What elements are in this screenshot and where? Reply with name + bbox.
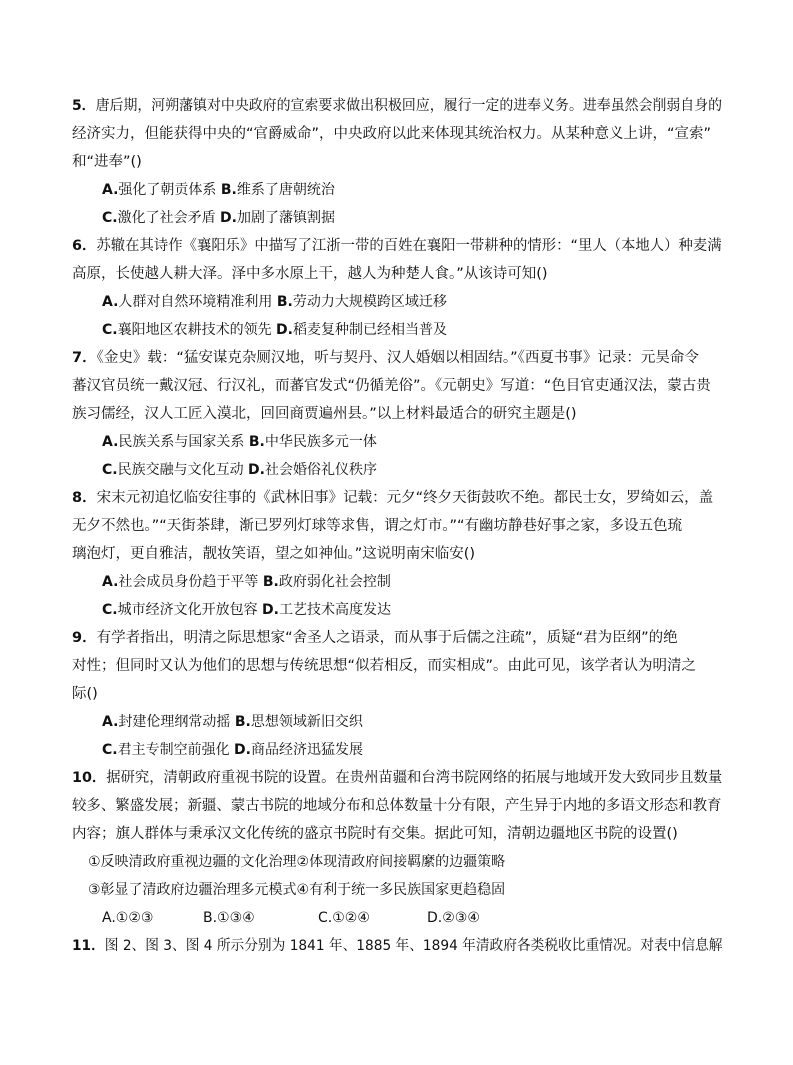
q8-line-2: 无夕不然也。”“天街茶肆，渐已罗列灯球等求售，谓之灯市。”“有幽坊静巷好事之家，多设五色琉	[72, 518, 683, 534]
q7-line-3: 族习儒经，汉人工匠入漠北，回回商贾遍州县。”以上材料最适合的研究主题是()	[72, 406, 577, 422]
q5-options-cd: C.激化了社会矛盾 D.加剧了藩镇割据	[102, 210, 335, 226]
q11-line-1: 11．图 2、图 3、图 4 所示分别为 1841 年、1885 年、1894 年清政府各类税收比重情况。对表中信息解	[72, 938, 723, 954]
q8-options-cd: C.城市经济文化开放包容 D.工艺技术高度发达	[102, 602, 391, 618]
q10-choice-c: C.①②④	[318, 910, 370, 926]
q5-line-1: 5．唐后期，河朔藩镇对中央政府的宣索要求做出积极回应，履行一定的进奉义务。进奉虽然会削弱自身的	[72, 98, 723, 114]
q6-number: 6．	[72, 238, 97, 254]
q6-line-1: 6．苏辙在其诗作《襄阳乐》中描写了江浙一带的百姓在襄阳一带耕种的情形：“里人（本地人）种麦满	[72, 238, 722, 254]
q7-options-ab: A.民族关系与国家关系 B.中华民族多元一体	[102, 434, 377, 450]
q7-number: 7．	[72, 350, 97, 366]
q5-line-2: 经济实力，但能获得中央的“官爵威命”，中央政府以此来体现其统治权力。从某种意义上讲，“宣索”	[72, 126, 712, 142]
q10-statements-2: ③彰显了清政府边疆治理多元模式④有利于统一多民族国家更趋稳固	[88, 882, 506, 898]
q7-options-cd: C.民族交融与文化互动 D.社会婚俗礼仪秩序	[102, 462, 377, 478]
q11-number: 11．	[72, 938, 105, 954]
q10-choice-a: A.①②③	[102, 910, 154, 926]
q5-options-ab: A.强化了朝贡体系 B.维系了唐朝统治	[102, 182, 335, 198]
q5-number: 5．	[72, 98, 96, 114]
q9-line-1: 9．有学者指出，明清之际思想家“舍圣人之语录，而从事于后儒之注疏”，质疑“君为臣纲”的绝	[72, 630, 678, 646]
q6-options-ab: A.人群对自然环境精准利用 B.劳动力大规模跨区域迁移	[102, 294, 447, 310]
q9-number: 9．	[72, 630, 97, 646]
q6-options-cd: C.襄阳地区农耕技术的领先 D.稻麦复种制已经相当普及	[102, 322, 447, 338]
q9-options-ab: A.封建伦理纲常动摇 B.思想领域新旧交织	[102, 714, 363, 730]
q7-line-1: 7．《金史》载：“猛安谋克杂厕汉地，听与契丹、汉人婚姻以相固结。”《西夏书事》记录：元昊命令	[72, 350, 699, 366]
q10-line-3: 内容；旗人群体与秉承汉文化传统的盛京书院时有交集。据此可知，清朝边疆地区书院的设置()	[72, 826, 678, 842]
q10-choice-b: B.①③④	[203, 910, 255, 926]
q9-options-cd: C.君主专制空前强化 D.商品经济迅猛发展	[102, 742, 363, 758]
q8-line-1: 8．宋末元初追忆临安往事的《武林旧事》记载：元夕“终夕天街鼓吹不绝。都民士女，罗绮如云，盖	[72, 490, 714, 506]
q5-line-3: 和“进奉”()	[72, 154, 142, 170]
q8-line-3: 璃泡灯，更自雅洁，靓妆笑语，望之如神仙。”这说明南宋临安()	[72, 546, 476, 562]
q8-options-ab: A.社会成员身份趋于平等 B.政府弱化社会控制	[102, 574, 391, 590]
q7-line-2: 蕃汉官员统一戴汉冠、行汉礼，而蕃官发式“仍循羌俗”。《元朝史》写道：“色目官吏通汉法，蒙古贵	[72, 378, 711, 394]
q10-statements-1: ①反映清政府重视边疆的文化治理②体现清政府间接羁縻的边疆策略	[88, 854, 506, 870]
q8-number: 8．	[72, 490, 97, 506]
q10-line-2: 较多、繁盛发展；新疆、蒙古书院的地域分布和总体数量十分有限，产生异于内地的多语文形态和教育	[72, 798, 722, 814]
q6-line-2: 高原，长使越人耕大泽。泽中多水原上干，越人为种楚人食。”从该诗可知()	[72, 266, 548, 282]
q9-line-2: 对性；但同时又认为他们的思想与传统思想“似若相反，而实相成”。由此可见，该学者认为明清之	[72, 658, 697, 674]
q9-line-3: 际()	[72, 686, 98, 702]
q10-line-1: 10．据研究，清朝政府重视书院的设置。在贵州苗疆和台湾书院网络的拓展与地域开发大致同步且数量	[72, 770, 723, 786]
q10-choice-d: D.②③④	[427, 910, 480, 926]
q10-number: 10．	[72, 770, 107, 786]
